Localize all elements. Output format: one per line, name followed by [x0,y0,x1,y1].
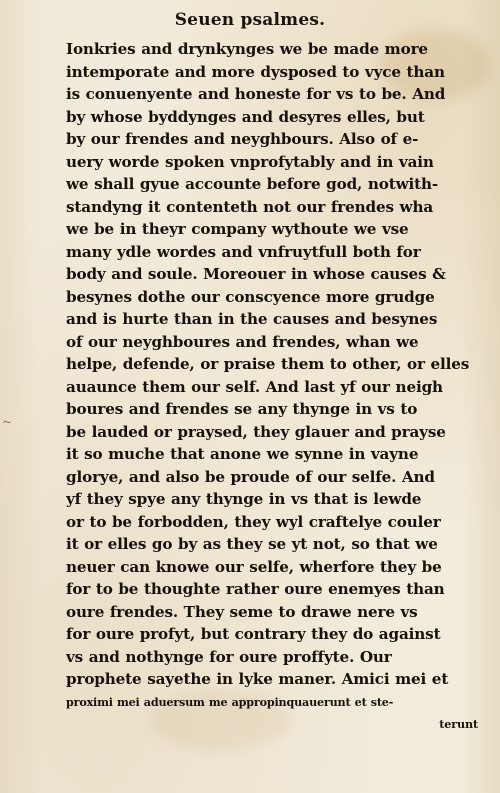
text-line: it so muche that anone we synne in vayne [66,445,419,463]
text-line: Ionkries and drynkynges we be made more [66,40,428,58]
text-line: be lauded or praysed, they glauer and prayse [66,422,446,441]
text-line: proximi mei aduersum me appropinquauerunt et ste- [66,694,394,709]
text-line: yf they spye any thynge in vs that is lewde [66,490,422,508]
text-line: helpe, defende, or praise them to other, or elles [66,355,470,373]
body-text [66,38,478,736]
text-line: it or elles go by as they se yt not, so that we [66,535,438,553]
text-line: we be in theyr company wythoute we vse [66,220,409,238]
text-line: by our frendes and neyghbours. Also of e- [66,130,419,148]
text-line: we shall gyue accounte before god, notwith- [66,175,439,193]
text-line: oure frendes. They seme to drawe nere vs [66,602,418,621]
text-line: glorye, and also be proude of our selfe. And [66,467,435,486]
text-line: by whose byddynges and desyres elles, but [66,107,425,126]
text-line: body and soule. Moreouer in whose causes & [66,265,446,283]
text-line: boures and frendes se any thynge in vs to [66,400,418,418]
text-line: for to be thoughte rather oure enemyes than [66,580,445,598]
running-head: Seuen psalmes. [174,10,326,30]
margin-note: ~ [2,415,13,429]
text-line: auaunce them our self. And last yf our neigh [66,377,443,396]
text-line: for oure profyt, but contrary they do against [66,625,441,643]
text-line: neuer can knowe our selfe, wherfore they be [66,557,442,576]
text-line: intemporate and more dysposed to vyce than [66,62,445,81]
text-line: standyng it contenteth not our frendes wha [66,197,434,216]
text-line: prophete sayethe in lyke maner. Amici mei et [66,670,449,688]
catchword-line: terunt [439,717,478,731]
text-line: many ydle wordes and vnfruytfull both for [66,242,421,261]
text-line: and is hurte than in the causes and besynes [66,310,438,328]
text-line: besynes dothe our conscyence more grudge [66,287,435,306]
text-line: is conuenyente and honeste for vs to be. And [66,85,446,103]
text-line: or to be forbodden, they wyl craftelye couler [66,512,441,531]
text-line: of our neyghboures and frendes, whan we [66,332,419,351]
text-line: vs and nothynge for oure proffyte. Our [66,647,392,666]
text-line: uery worde spoken vnprofytably and in vain [66,152,434,171]
